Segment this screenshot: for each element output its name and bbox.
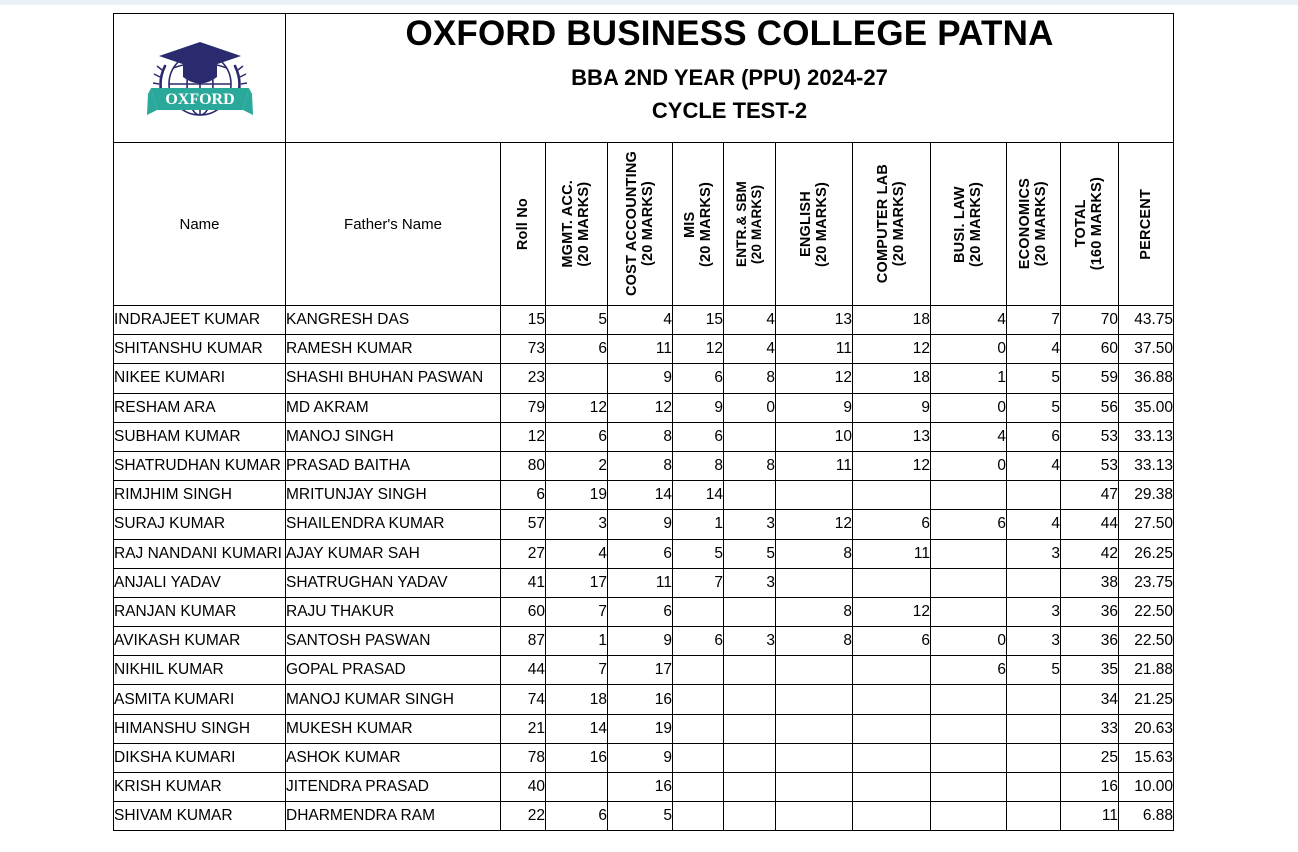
- cell-complab: [853, 714, 931, 743]
- cell-entr: [724, 685, 776, 714]
- cell-total: 42: [1061, 539, 1119, 568]
- cell-mgmt: 17: [546, 568, 608, 597]
- college-logo-cell: [114, 14, 286, 143]
- cell-father: SHAILENDRA KUMAR: [286, 510, 501, 539]
- cell-percent: 33.13: [1119, 451, 1174, 480]
- table-row: [114, 393, 1174, 422]
- cell-eco: 4: [1007, 510, 1061, 539]
- cell-name: RIMJHIM SINGH: [114, 481, 286, 510]
- cell-father: MD AKRAM: [286, 393, 501, 422]
- cell-total: 47: [1061, 481, 1119, 510]
- cell-eco: [1007, 802, 1061, 831]
- cell-total: 34: [1061, 685, 1119, 714]
- table-body: [114, 306, 1174, 831]
- cell-name: KRISH KUMAR: [114, 773, 286, 802]
- cell-percent: 26.25: [1119, 539, 1174, 568]
- cell-mgmt: 14: [546, 714, 608, 743]
- cell-complab: 13: [853, 422, 931, 451]
- column-header-complab: [853, 143, 931, 306]
- cell-mgmt: [546, 364, 608, 393]
- cell-complab: [853, 685, 931, 714]
- cell-roll: 78: [501, 743, 546, 772]
- cell-percent: 22.50: [1119, 627, 1174, 656]
- cell-mgmt: 3: [546, 510, 608, 539]
- cell-eco: [1007, 481, 1061, 510]
- column-header-cost-label: COST ACCOUNTING (20 MARKS): [623, 151, 656, 297]
- cell-entr: [724, 422, 776, 451]
- cell-entr: [724, 773, 776, 802]
- college-title: OXFORD BUSINESS COLLEGE PATNA: [405, 14, 1054, 53]
- cell-entr: 0: [724, 393, 776, 422]
- cell-entr: [724, 802, 776, 831]
- cell-cost: 4: [608, 306, 673, 335]
- cell-cost: 17: [608, 656, 673, 685]
- cell-total: 44: [1061, 510, 1119, 539]
- cell-name: NIKEE KUMARI: [114, 364, 286, 393]
- cell-mis: [673, 597, 724, 626]
- cell-english: 9: [776, 393, 853, 422]
- column-header-eco: [1007, 143, 1061, 306]
- column-header-complab-label: COMPUTER LAB (20 MARKS): [875, 164, 908, 284]
- cell-cost: 9: [608, 364, 673, 393]
- cell-busilaw: 4: [931, 306, 1007, 335]
- cell-complab: 18: [853, 364, 931, 393]
- cell-roll: 79: [501, 393, 546, 422]
- cell-mgmt: 2: [546, 451, 608, 480]
- cell-complab: [853, 481, 931, 510]
- cell-father: ASHOK KUMAR: [286, 743, 501, 772]
- cell-busilaw: 0: [931, 627, 1007, 656]
- cell-total: 70: [1061, 306, 1119, 335]
- cell-entr: 4: [724, 306, 776, 335]
- cell-english: [776, 773, 853, 802]
- column-header-name: Name: [114, 143, 286, 306]
- cell-total: 11: [1061, 802, 1119, 831]
- cell-cost: 16: [608, 685, 673, 714]
- cell-busilaw: 0: [931, 393, 1007, 422]
- cell-complab: 6: [853, 510, 931, 539]
- table-header-row: [114, 143, 1174, 306]
- column-header-eco-label: ECONOMICS (20 MARKS): [1017, 178, 1050, 270]
- cell-complab: [853, 568, 931, 597]
- cell-entr: [724, 656, 776, 685]
- cell-entr: 3: [724, 568, 776, 597]
- cell-english: 8: [776, 627, 853, 656]
- cell-mgmt: 5: [546, 306, 608, 335]
- cell-eco: 6: [1007, 422, 1061, 451]
- cell-eco: 5: [1007, 364, 1061, 393]
- cell-eco: 3: [1007, 539, 1061, 568]
- cell-name: SHATRUDHAN KUMAR: [114, 451, 286, 480]
- cell-father: MRITUNJAY SINGH: [286, 481, 501, 510]
- column-header-entr-label: ENTR.& SBM (20 MARKS): [734, 181, 765, 267]
- cell-entr: 3: [724, 627, 776, 656]
- cell-father: PRASAD BAITHA: [286, 451, 501, 480]
- cell-mis: [673, 802, 724, 831]
- cell-father: MANOJ KUMAR SINGH: [286, 685, 501, 714]
- cell-eco: 5: [1007, 393, 1061, 422]
- table-row: [114, 714, 1174, 743]
- table-row: [114, 364, 1174, 393]
- cell-roll: 15: [501, 306, 546, 335]
- cell-roll: 74: [501, 685, 546, 714]
- cell-complab: 18: [853, 306, 931, 335]
- column-header-roll: [501, 143, 546, 306]
- table-row: [114, 597, 1174, 626]
- table-row: [114, 510, 1174, 539]
- cell-mis: [673, 773, 724, 802]
- cell-complab: 9: [853, 393, 931, 422]
- cell-english: 13: [776, 306, 853, 335]
- cell-name: SHITANSHU KUMAR: [114, 335, 286, 364]
- cell-father: RAMESH KUMAR: [286, 335, 501, 364]
- cell-name: NIKHIL KUMAR: [114, 656, 286, 685]
- cell-total: 16: [1061, 773, 1119, 802]
- cell-english: 10: [776, 422, 853, 451]
- cell-cost: 8: [608, 422, 673, 451]
- table-row: [114, 627, 1174, 656]
- cell-name: AVIKASH KUMAR: [114, 627, 286, 656]
- cell-english: 8: [776, 597, 853, 626]
- table-row: [114, 802, 1174, 831]
- cell-percent: 21.88: [1119, 656, 1174, 685]
- cell-roll: 57: [501, 510, 546, 539]
- cell-cost: 19: [608, 714, 673, 743]
- cell-father: KANGRESH DAS: [286, 306, 501, 335]
- cell-roll: 80: [501, 451, 546, 480]
- cell-percent: 22.50: [1119, 597, 1174, 626]
- document-title-row: [114, 14, 1174, 143]
- column-header-mis: [673, 143, 724, 306]
- table-row: [114, 656, 1174, 685]
- marksheet-table: [113, 13, 1174, 831]
- cell-name: ANJALI YADAV: [114, 568, 286, 597]
- cell-cost: 11: [608, 568, 673, 597]
- column-header-english-label: ENGLISH (20 MARKS): [797, 181, 830, 267]
- cell-father: MUKESH KUMAR: [286, 714, 501, 743]
- cell-cost: 5: [608, 802, 673, 831]
- cell-total: 38: [1061, 568, 1119, 597]
- cell-total: 56: [1061, 393, 1119, 422]
- cell-mgmt: 7: [546, 597, 608, 626]
- cell-total: 35: [1061, 656, 1119, 685]
- cell-mis: 6: [673, 422, 724, 451]
- cell-busilaw: 0: [931, 335, 1007, 364]
- cell-name: INDRAJEET KUMAR: [114, 306, 286, 335]
- cell-entr: [724, 743, 776, 772]
- column-header-roll-label: Roll No: [514, 197, 531, 251]
- cell-english: 8: [776, 539, 853, 568]
- cell-eco: 3: [1007, 597, 1061, 626]
- column-header-percent: [1119, 143, 1174, 306]
- cell-busilaw: 4: [931, 422, 1007, 451]
- marksheet-document: [113, 13, 1173, 831]
- cell-busilaw: 1: [931, 364, 1007, 393]
- cell-english: 12: [776, 510, 853, 539]
- cell-eco: [1007, 714, 1061, 743]
- cell-busilaw: [931, 685, 1007, 714]
- cell-english: [776, 802, 853, 831]
- cell-complab: 12: [853, 451, 931, 480]
- cell-english: [776, 481, 853, 510]
- cell-entr: 5: [724, 539, 776, 568]
- cell-father: DHARMENDRA RAM: [286, 802, 501, 831]
- cell-percent: 36.88: [1119, 364, 1174, 393]
- cell-percent: 15.63: [1119, 743, 1174, 772]
- cell-entr: [724, 481, 776, 510]
- cell-mis: [673, 743, 724, 772]
- cell-total: 33: [1061, 714, 1119, 743]
- cell-total: 53: [1061, 422, 1119, 451]
- cell-total: 60: [1061, 335, 1119, 364]
- cell-complab: 11: [853, 539, 931, 568]
- cell-mgmt: 6: [546, 335, 608, 364]
- cell-mis: 8: [673, 451, 724, 480]
- cell-busilaw: [931, 714, 1007, 743]
- cell-entr: 4: [724, 335, 776, 364]
- column-header-mis-label: MIS (20 MARKS): [681, 181, 714, 267]
- cell-total: 36: [1061, 597, 1119, 626]
- cell-percent: 6.88: [1119, 802, 1174, 831]
- cell-percent: 43.75: [1119, 306, 1174, 335]
- cell-roll: 6: [501, 481, 546, 510]
- cell-father: GOPAL PRASAD: [286, 656, 501, 685]
- cell-roll: 12: [501, 422, 546, 451]
- page-top-accent-strip: [0, 0, 1298, 5]
- cell-father: SHASHI BHUHAN PASWAN: [286, 364, 501, 393]
- cell-name: ASMITA KUMARI: [114, 685, 286, 714]
- cell-roll: 60: [501, 597, 546, 626]
- cell-complab: [853, 802, 931, 831]
- table-row: [114, 539, 1174, 568]
- logo-ribbon-text: OXFORD: [164, 91, 235, 108]
- cell-mgmt: 12: [546, 393, 608, 422]
- cell-busilaw: [931, 743, 1007, 772]
- cell-cost: 12: [608, 393, 673, 422]
- cell-name: SURAJ KUMAR: [114, 510, 286, 539]
- cell-roll: 27: [501, 539, 546, 568]
- column-header-mgmt-label: MGMT. ACC. (20 MARKS): [560, 180, 593, 268]
- cell-percent: 27.50: [1119, 510, 1174, 539]
- cell-busilaw: 0: [931, 451, 1007, 480]
- cell-total: 25: [1061, 743, 1119, 772]
- cell-mis: 9: [673, 393, 724, 422]
- cell-mgmt: 18: [546, 685, 608, 714]
- cell-busilaw: 6: [931, 510, 1007, 539]
- title-block: [286, 14, 1174, 143]
- cell-eco: 5: [1007, 656, 1061, 685]
- cell-cost: 14: [608, 481, 673, 510]
- column-header-busilaw: [931, 143, 1007, 306]
- column-header-busilaw-label: BUSI. LAW (20 MARKS): [952, 181, 985, 267]
- cell-entr: 3: [724, 510, 776, 539]
- column-header-total: [1061, 143, 1119, 306]
- table-row: [114, 743, 1174, 772]
- cell-complab: [853, 773, 931, 802]
- cell-busilaw: 6: [931, 656, 1007, 685]
- cell-roll: 73: [501, 335, 546, 364]
- cell-roll: 23: [501, 364, 546, 393]
- table-row: [114, 335, 1174, 364]
- cell-mis: 14: [673, 481, 724, 510]
- cell-mgmt: [546, 773, 608, 802]
- cell-entr: 8: [724, 451, 776, 480]
- cell-roll: 22: [501, 802, 546, 831]
- cell-roll: 44: [501, 656, 546, 685]
- cell-complab: 12: [853, 597, 931, 626]
- cell-percent: 10.00: [1119, 773, 1174, 802]
- cell-percent: 29.38: [1119, 481, 1174, 510]
- cell-busilaw: [931, 773, 1007, 802]
- cell-cost: 6: [608, 539, 673, 568]
- table-row: [114, 568, 1174, 597]
- table-row: [114, 481, 1174, 510]
- cell-busilaw: [931, 802, 1007, 831]
- cell-complab: 6: [853, 627, 931, 656]
- cell-name: RESHAM ARA: [114, 393, 286, 422]
- cell-eco: [1007, 568, 1061, 597]
- cell-cost: 8: [608, 451, 673, 480]
- cell-mis: [673, 714, 724, 743]
- cell-busilaw: [931, 481, 1007, 510]
- exam-subtitle: CYCLE TEST-2: [651, 97, 808, 123]
- cell-entr: [724, 714, 776, 743]
- cell-roll: 40: [501, 773, 546, 802]
- cell-name: RANJAN KUMAR: [114, 597, 286, 626]
- cell-busilaw: [931, 539, 1007, 568]
- cell-mgmt: 1: [546, 627, 608, 656]
- cell-english: [776, 714, 853, 743]
- cell-mis: 6: [673, 364, 724, 393]
- cell-percent: 21.25: [1119, 685, 1174, 714]
- cell-eco: 4: [1007, 451, 1061, 480]
- cell-name: HIMANSHU SINGH: [114, 714, 286, 743]
- cell-eco: [1007, 743, 1061, 772]
- course-subtitle: BBA 2ND YEAR (PPU) 2024-27: [571, 65, 888, 91]
- cell-english: 11: [776, 335, 853, 364]
- cell-mgmt: 16: [546, 743, 608, 772]
- table-row: [114, 451, 1174, 480]
- cell-mgmt: 6: [546, 422, 608, 451]
- cell-mis: 7: [673, 568, 724, 597]
- cell-mis: 15: [673, 306, 724, 335]
- cell-entr: [724, 597, 776, 626]
- table-row: [114, 422, 1174, 451]
- cell-english: 12: [776, 364, 853, 393]
- cell-cost: 9: [608, 510, 673, 539]
- cell-mgmt: 19: [546, 481, 608, 510]
- cell-percent: 23.75: [1119, 568, 1174, 597]
- cell-father: AJAY KUMAR SAH: [286, 539, 501, 568]
- cell-father: SANTOSH PASWAN: [286, 627, 501, 656]
- table-row: [114, 685, 1174, 714]
- cell-percent: 37.50: [1119, 335, 1174, 364]
- column-header-cost: [608, 143, 673, 306]
- cell-mgmt: 6: [546, 802, 608, 831]
- column-header-father: Father's Name: [286, 143, 501, 306]
- column-header-mgmt: [546, 143, 608, 306]
- cell-percent: 33.13: [1119, 422, 1174, 451]
- cell-father: RAJU THAKUR: [286, 597, 501, 626]
- cell-mis: 6: [673, 627, 724, 656]
- column-header-english: [776, 143, 853, 306]
- cell-roll: 41: [501, 568, 546, 597]
- cell-total: 59: [1061, 364, 1119, 393]
- cell-entr: 8: [724, 364, 776, 393]
- cell-name: RAJ NANDANI KUMARI: [114, 539, 286, 568]
- cell-percent: 20.63: [1119, 714, 1174, 743]
- column-header-percent-label: PERCENT: [1137, 188, 1154, 260]
- cell-father: SHATRUGHAN YADAV: [286, 568, 501, 597]
- cell-cost: 9: [608, 743, 673, 772]
- cell-english: [776, 656, 853, 685]
- column-header-entr: [724, 143, 776, 306]
- cell-busilaw: [931, 597, 1007, 626]
- cell-complab: [853, 743, 931, 772]
- cell-mgmt: 4: [546, 539, 608, 568]
- cell-eco: 7: [1007, 306, 1061, 335]
- cell-busilaw: [931, 568, 1007, 597]
- cell-name: SUBHAM KUMAR: [114, 422, 286, 451]
- cell-english: [776, 743, 853, 772]
- cell-complab: 12: [853, 335, 931, 364]
- cell-mis: 12: [673, 335, 724, 364]
- cell-total: 36: [1061, 627, 1119, 656]
- cell-father: JITENDRA PRASAD: [286, 773, 501, 802]
- cell-mis: 5: [673, 539, 724, 568]
- cell-eco: [1007, 685, 1061, 714]
- cell-cost: 16: [608, 773, 673, 802]
- cell-eco: 3: [1007, 627, 1061, 656]
- cell-name: SHIVAM KUMAR: [114, 802, 286, 831]
- cell-cost: 6: [608, 597, 673, 626]
- table-row: [114, 773, 1174, 802]
- cell-name: DIKSHA KUMARI: [114, 743, 286, 772]
- table-row: [114, 306, 1174, 335]
- column-header-total-label: TOTAL (160 MARKS): [1073, 177, 1106, 271]
- cell-mis: 1: [673, 510, 724, 539]
- cell-eco: 4: [1007, 335, 1061, 364]
- cell-roll: 87: [501, 627, 546, 656]
- cell-english: [776, 685, 853, 714]
- cell-complab: [853, 656, 931, 685]
- cell-english: [776, 568, 853, 597]
- cell-percent: 35.00: [1119, 393, 1174, 422]
- cell-mgmt: 7: [546, 656, 608, 685]
- cell-cost: 9: [608, 627, 673, 656]
- cell-total: 53: [1061, 451, 1119, 480]
- cell-cost: 11: [608, 335, 673, 364]
- cell-mis: [673, 685, 724, 714]
- cell-english: 11: [776, 451, 853, 480]
- cell-father: MANOJ SINGH: [286, 422, 501, 451]
- cell-eco: [1007, 773, 1061, 802]
- cell-mis: [673, 656, 724, 685]
- graduation-cap-globe-logo: [145, 22, 255, 134]
- cell-roll: 21: [501, 714, 546, 743]
